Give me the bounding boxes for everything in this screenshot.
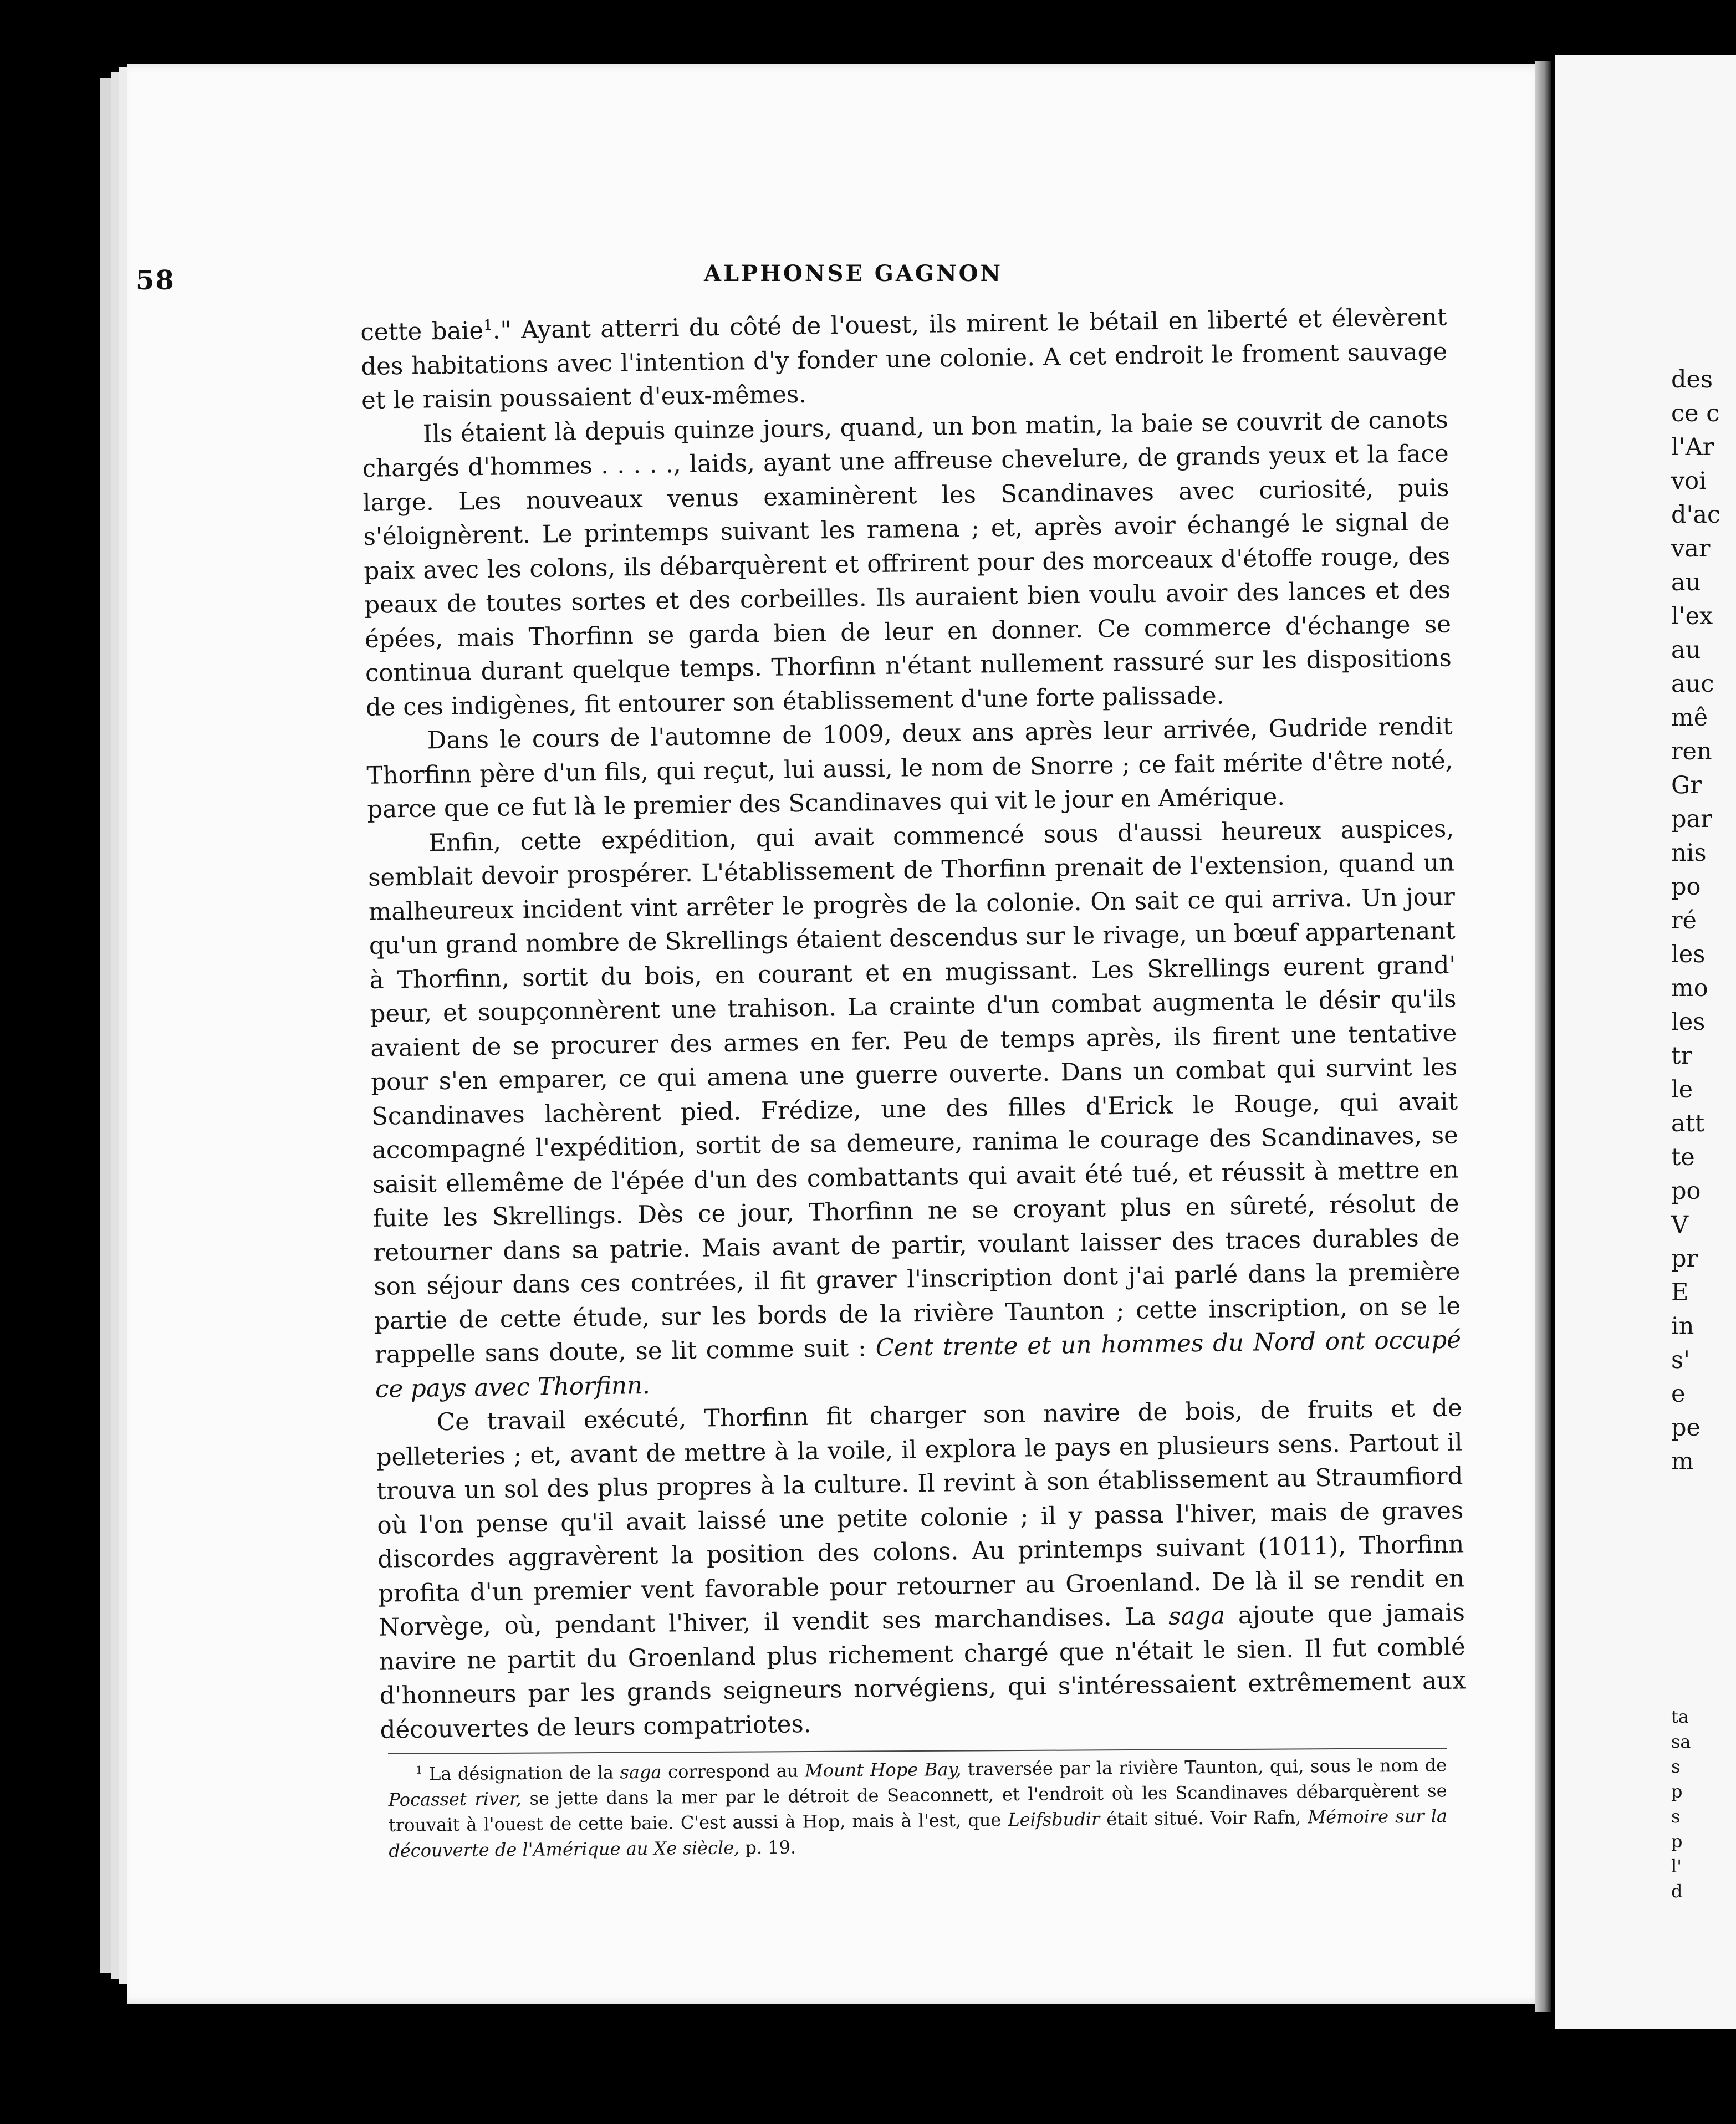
body-text: [360, 301, 1467, 1748]
paragraph-5: Ce travail exécuté, Thorfinn fit charger son navire de bois, de fruits et de pelleteries ; et, avant de mettre à la voile, il explora le pays en plusieurs sens. Partout il trouva un sol des plus propres à la culture. Il revint à son établissement au Straumfiord où l'on pense qu'il avait laissé une petite colonie ; il y passa l'hiver, mais de graves discordes aggravèrent la position des colons. Au printemps suivant (1011), Thorfinn profita d'un premier vent favorable pour retourner au Groenland. De là il se rendit en Norvège, où, pendant l'hiver, il vendit ses marchandises. La saga ajoute que jamais navire ne partit du Groenland plus richement chargé que n'était le sien. Il fut comblé d'honneurs par les grands seigneurs norvégiens, qui s'intéressaient extrêmement aux découvertes de leurs compatriotes.: [376, 1394, 1466, 1744]
running-head: ALPHONSE GAGNON: [704, 261, 1003, 287]
footnote-reference: 1: [483, 317, 493, 334]
inscription-text: Cent trente et un hommes du Nord ont occupé ce pays avec Thorfinn.: [375, 1326, 1462, 1403]
paragraph-4: Enfin, cette expédition, qui avait commencé sous d'aussi heureux auspices, semblait devoir prospérer. L'établissement de Thorfinn prenait de l'extension, quand un malheureux incident vint arrêter le progrès de la colonie. On sait ce qui arriva. Un jour qu'un grand nombre de Skrellings étaient descendus sur le rivage, un bœuf appartenant à Thorfinn, sortit du bois, en courant et en mugissant. Les Skrellings eurent grand' peur, et soupçonnèrent une trahison. La crainte d'un combat augmenta le désir qu'ils avaient de se procurer des armes en fer. Peu de temps après, ils firent une tentative pour s'en emparer, ce qui amena une guerre ouverte. Dans un combat qui survint les Scandinaves lachèrent pied. Frédize, une des filles d'Erick le Rouge, qui avait accompagné l'expédition, sortit de sa demeure, ranima le courage des Scandinaves, se saisit ellemême de l'épée d'un des combattants qui avait été tué, et réussit à mettre en fuite les Skrellings. Dès ce jour, Thorfinn ne se croyant plus en sûreté, résolut de retourner dans sa patrie. Mais avant de partir, voulant laisser des traces durables de son séjour dans ces contrées, il fit graver l'inscription dont j'ai parlé dans la première partie de cette étude, sur les bords de la rivière Taunton ; cette inscription, on se le rappelle sans doute, se lit comme suit : Cent trente et un hommes du Nord ont occupé ce pays avec Thorfinn.: [367, 815, 1462, 1403]
book-gutter: [1535, 61, 1551, 2012]
page-number: 58: [136, 265, 175, 296]
paragraph-1: cette baie$^1$." Ayant atterri du côté de l'ouest, ils mirent le bétail en liberté et élevèrent des habitations avec l'intention d'y fonder une colonie. A cet endroit le froment sauvage et le raisin poussaient d'eux-mêmes.: [360, 303, 1448, 415]
paragraph-2: Ils étaient là depuis quinze jours, quand, un bon matin, la baie se couvrit de canots chargés d'hommes . . . . ., laids, ayant une affreuse chevelure, de grands yeux et la face large. Les nouveaux venus examinèrent les Scandinaves avec curiosité, puis s'éloignèrent. Le printemps suivant les ramena ; et, après avoir échangé le signal de paix avec les colons, ils débarquèrent et offrirent pour des morceaux d'étoffe rouge, des peaux de toutes sortes et des corbeilles. Ils auraient bien voulu avoir des lances et des épées, mais Thorfinn se garda bien de leur en donner. Ce commerce d'échange se continua durant quelque temps. Thorfinn n'étant nullement rassuré sur les dispositions de ces indigènes, fit entourer son établissement d'une forte palissade.: [362, 406, 1452, 722]
next-page-footnote-fragments: ta sa s p s p l' d: [1671, 1706, 1691, 1902]
footnote-marker: 1: [416, 1763, 423, 1776]
footnote: $^1$ La désignation de la saga correspond au Mount Hope Bay, traversée par la rivière Taunton, qui, sous le nom de Pocasset river, se jette dans la mer par le détroit de Seaconnett, et l'endroit où les Scandinaves débarquèrent se trouvait à l'ouest de cette baie. C'est aussi à Hop, mais à l'est, que Leifsbudir était situé. Voir Rafn, Mémoire sur la découverte de l'Amérique au Xe siècle, p. 19.: [388, 1754, 1448, 1861]
paragraph-3: Dans le cours de l'automne de 1009, deux ans après leur arrivée, Gudride rendit Thorfinn père d'un fils, qui reçut, lui aussi, le nom de Snorre ; ce fait mérite d'être noté, parce que ce fut là le premier des Scandinaves qui vit le jour en Amérique.: [366, 712, 1453, 824]
next-page-text-fragments: des ce c l'Ar voi d'ac var au l'ex au auc mê ren Gr par nis po ré les mo les tr le att te po V pr E in s' e pe m: [1671, 366, 1721, 1475]
